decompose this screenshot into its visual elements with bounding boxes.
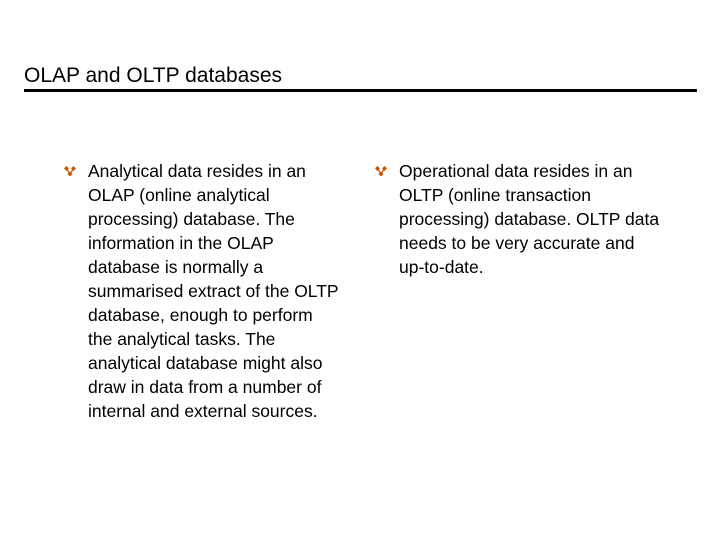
bullet-item-oltp [374, 159, 674, 279]
title-underline [24, 89, 697, 92]
bullet-text-olap: Analytical data resides in an OLAP (online analytical processing) database. The information in the OLAP database is normally a summarised extract of the OLTP database, enough to perform the analytical tasks. The analytical database might also draw in data from a number of internal and external sources. [88, 161, 339, 421]
diamond-bullet-icon [63, 165, 77, 179]
slide-title: OLAP and OLTP databases [24, 64, 283, 87]
diamond-bullet-icon [374, 165, 388, 179]
bullet-text-oltp: Operational data resides in an OLTP (online transaction processing) database. OLTP data needs to be very accurate and up-to-date. [399, 161, 660, 277]
bullet-item-olap [63, 159, 353, 423]
